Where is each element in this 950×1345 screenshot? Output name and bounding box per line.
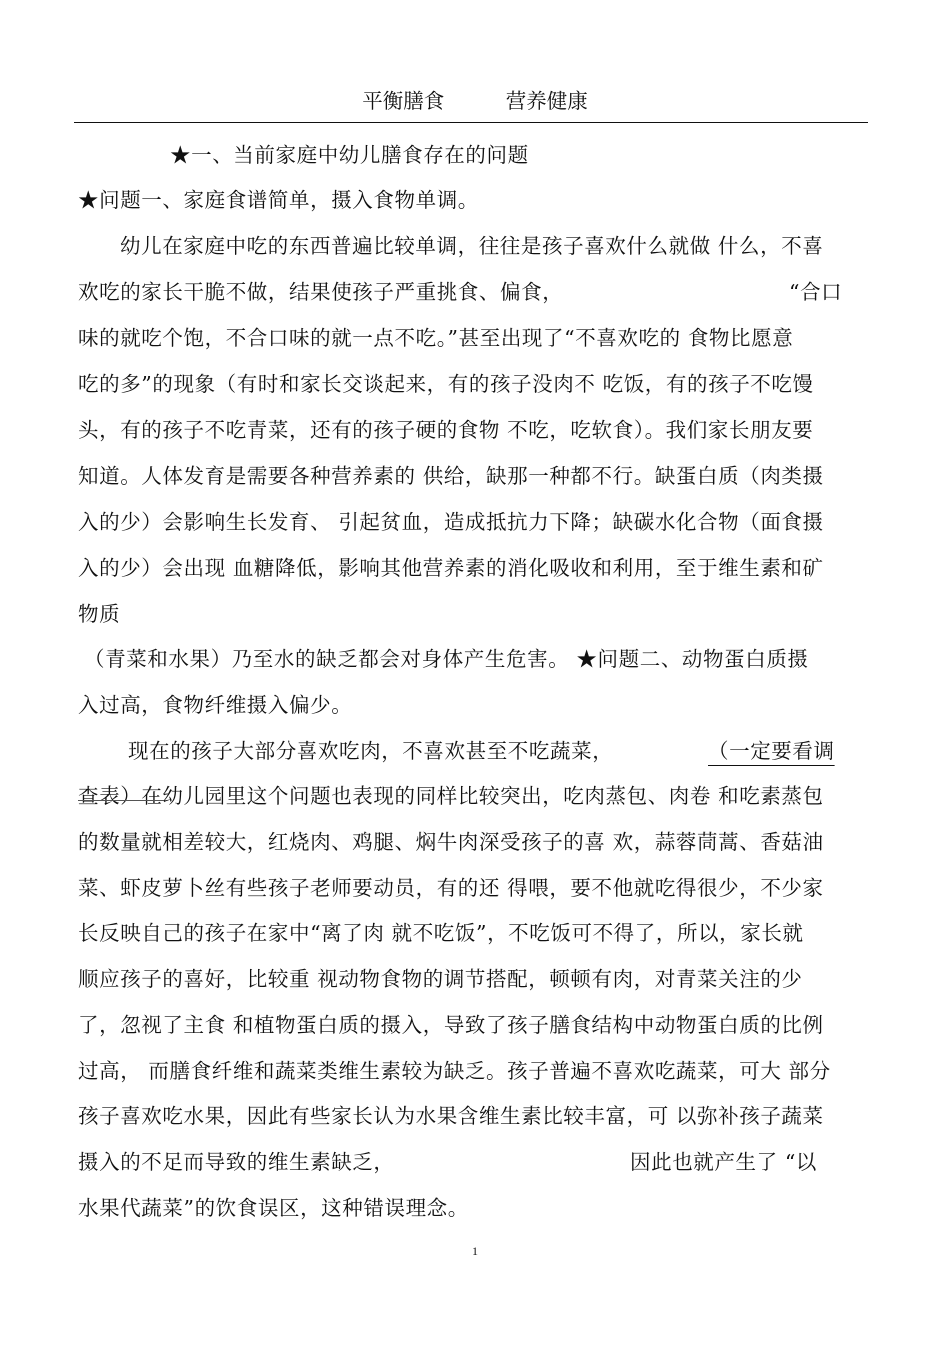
paragraph-1-line-2b: “合口 bbox=[789, 280, 843, 304]
paragraph-1-line-10: （青菜和水果）乃至水的缺乏都会对身体产生危害。 ★问题二、动物蛋白质摄 bbox=[84, 647, 809, 671]
paragraph-1-line-8: 入的少）会出现 血糖降低，影响其他营养素的消化吸收和利用，至于维生素和矿 bbox=[78, 556, 824, 580]
paragraph-2-line-2a: 查表） bbox=[78, 784, 142, 808]
paragraph-2-line-1b: （一定要看调 bbox=[708, 739, 835, 763]
paragraph-1-line-5: 头，有的孩子不吃青菜，还有的孩子硬的食物 不吃，吃软食）。我们家长朋友要 bbox=[78, 418, 814, 442]
paragraph-2-line-1a: 现在的孩子大部分喜欢吃肉，不喜欢甚至不吃蔬菜， bbox=[128, 739, 614, 763]
paragraph-1-line-1: 幼儿在家庭中吃的东西普遍比较单调，往往是孩子喜欢什么就做 什么，不喜 bbox=[120, 234, 824, 258]
paragraph-2-line-2b: 在幼儿园里这个问题也表现的同样比较突出，吃肉蒸包、肉卷 和吃素蒸包 bbox=[141, 784, 824, 808]
paragraph-1-line-2a: 欢吃的家长干脆不做，结果使孩子严重挑食、偏食， bbox=[78, 280, 564, 304]
paragraph-2-line-2 bbox=[78, 781, 824, 811]
paragraph-2-line-10b: 因此也就产生了 “以 bbox=[630, 1150, 817, 1174]
underline-rule bbox=[78, 800, 164, 801]
paragraph-1-line-9: 物质 bbox=[78, 602, 121, 626]
page-number: 1 bbox=[472, 1244, 478, 1258]
paragraph-2-line-8: 过高， 而膳食纤维和蔬菜类维生素较为缺乏。孩子普遍不喜欢吃蔬菜，可大 部分 bbox=[78, 1059, 831, 1083]
paragraph-1-line-6: 知道。人体发育是需要各种营养素的 供给，缺那一种都不行。缺蛋白质（肉类摄 bbox=[78, 464, 824, 488]
paragraph-1-line-7: 入的少）会影响生长发育、 引起贫血，造成抵抗力下降；缺碳水化合物（面食摄 bbox=[78, 510, 824, 534]
paragraph-1-line-2 bbox=[78, 277, 563, 307]
paragraph-1-line-11: 入过高，食物纤维摄入偏少。 bbox=[78, 693, 353, 717]
paragraph-2-line-6: 顺应孩子的喜好，比较重 视动物食物的调节搭配，顿顿有肉，对青菜关注的少 bbox=[78, 967, 803, 991]
paragraph-2-line-3: 的数量就相差较大，红烧肉、鸡腿、焖牛肉深受孩子的喜 欢，蒜蓉茼蒿、香菇油 bbox=[78, 830, 824, 854]
header-rule bbox=[74, 122, 868, 123]
page-header-title: 平衡膳食 营养健康 bbox=[362, 89, 588, 113]
paragraph-2-line-11: 水果代蔬菜”的饮食误区，这种错误理念。 bbox=[78, 1196, 469, 1220]
paragraph-2-line-7: 了，忽视了主食 和植物蛋白质的摄入，导致了孩子膳食结构中动物蛋白质的比例 bbox=[78, 1013, 824, 1037]
paragraph-1-line-4: 吃的多”的现象（有时和家长交谈起来，有的孩子没肉不 吃饭，有的孩子不吃馒 bbox=[78, 372, 814, 396]
paragraph-2-line-9: 孩子喜欢吃水果，因此有些家长认为水果含维生素比较丰富，可 以弥补孩子蔬菜 bbox=[78, 1104, 824, 1128]
problem-one-heading: ★问题一、家庭食谱简单，摄入食物单调。 bbox=[78, 188, 479, 212]
paragraph-2-line-10a: 摄入的不足而导致的维生素缺乏， bbox=[78, 1150, 395, 1174]
paragraph-2-line-4: 菜、虾皮萝卜丝有些孩子老师要动员，有的还 得喂，要不他就吃得很少，不少家 bbox=[78, 876, 824, 900]
paragraph-1-line-3: 味的就吃个饱，不合口味的就一点不吃。”甚至出现了“不喜欢吃的 食物比愿意 bbox=[78, 326, 794, 350]
section-heading: ★一、当前家庭中幼儿膳食存在的问题 bbox=[170, 143, 529, 167]
paragraph-2-line-5: 长反映自己的孩子在家中“离了肉 就不吃饭”，不吃饭可不得了，所以，家长就 bbox=[78, 921, 804, 945]
